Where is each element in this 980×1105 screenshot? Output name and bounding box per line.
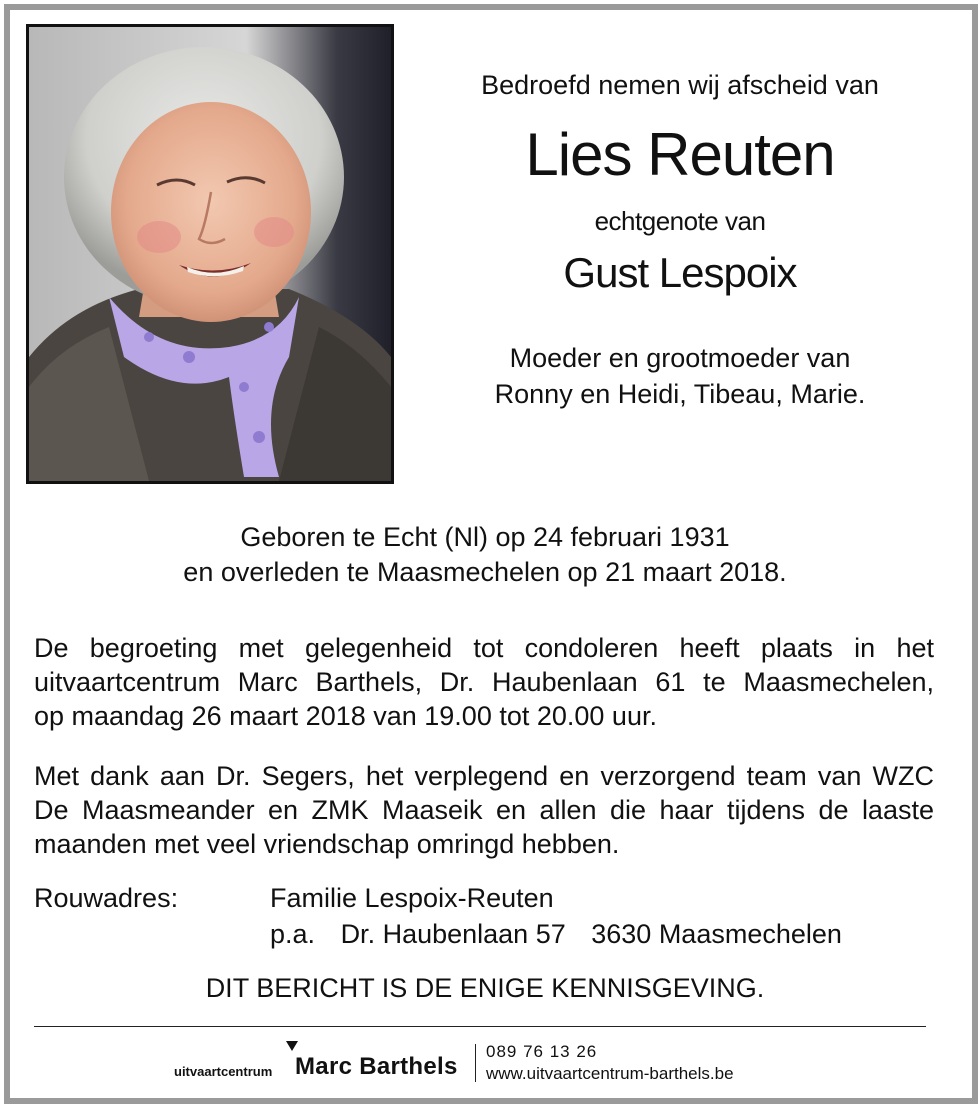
divider-line bbox=[34, 1026, 926, 1027]
intro-text: Bedroefd nemen wij afscheid van bbox=[481, 70, 879, 100]
spouse-name: Gust Lespoix bbox=[563, 249, 797, 296]
triangle-icon bbox=[286, 1041, 298, 1051]
paragraph-line: op maandag 26 maart 2018 van 19.00 tot 20.00 uur. bbox=[34, 700, 657, 731]
visitation-paragraph bbox=[34, 632, 934, 733]
address-details bbox=[270, 918, 860, 952]
funeral-home-logo: Marc Barthels bbox=[295, 1053, 458, 1080]
address-label: Rouwadres: bbox=[34, 883, 179, 913]
paragraph-line: uitvaartcentrum Marc Barthels, Dr. Haubenlaan 61 te Maasmechelen, bbox=[34, 666, 934, 697]
family-line-2: Ronny en Heidi, Tibeau, Marie. bbox=[494, 378, 866, 409]
family-line-1: Moeder en grootmoeder van bbox=[509, 343, 851, 373]
address-family: Familie Lespoix-Reuten bbox=[270, 883, 554, 913]
paragraph-line: De Maasmeander en ZMK Maaseik en allen die haar tijdens de laaste bbox=[34, 794, 934, 825]
website-link[interactable]: www.uitvaartcentrum-barthels.be bbox=[486, 1064, 734, 1083]
funeral-home-label: uitvaartcentrum bbox=[174, 1064, 273, 1079]
phone-number: 089 76 13 26 bbox=[486, 1042, 598, 1061]
funeral-home-footer bbox=[174, 1040, 794, 1086]
spouse-intro: echtgenote van bbox=[594, 206, 766, 236]
notice-text: DIT BERICHT IS DE ENIGE KENNISGEVING. bbox=[205, 973, 765, 1003]
deceased-name: Lies Reuten bbox=[525, 121, 835, 188]
portrait-photo bbox=[26, 24, 394, 484]
paragraph-line: Met dank aan Dr. Segers, het verplegend en verzorgend team van WZC bbox=[34, 761, 934, 791]
paragraph-line: De begroeting met gelegenheid tot condoleren heeft plaats in het bbox=[34, 633, 934, 663]
paragraph-line: maanden met veel vriendschap omringd hebben. bbox=[34, 828, 620, 859]
birth-line: Geboren te Echt (Nl) op 24 februari 1931 bbox=[240, 522, 730, 552]
death-line: en overleden te Maasmechelen op 21 maart 2018. bbox=[183, 557, 787, 588]
thanks-paragraph bbox=[34, 760, 934, 861]
family-text bbox=[420, 341, 940, 412]
heading-block bbox=[420, 70, 940, 412]
address-pa: p.a. bbox=[270, 919, 316, 949]
footer-separator bbox=[475, 1044, 476, 1082]
dates-block bbox=[0, 520, 970, 590]
address-city: 3630 Maasmechelen bbox=[591, 919, 842, 949]
address-street: Dr. Haubenlaan 57 bbox=[340, 919, 566, 949]
